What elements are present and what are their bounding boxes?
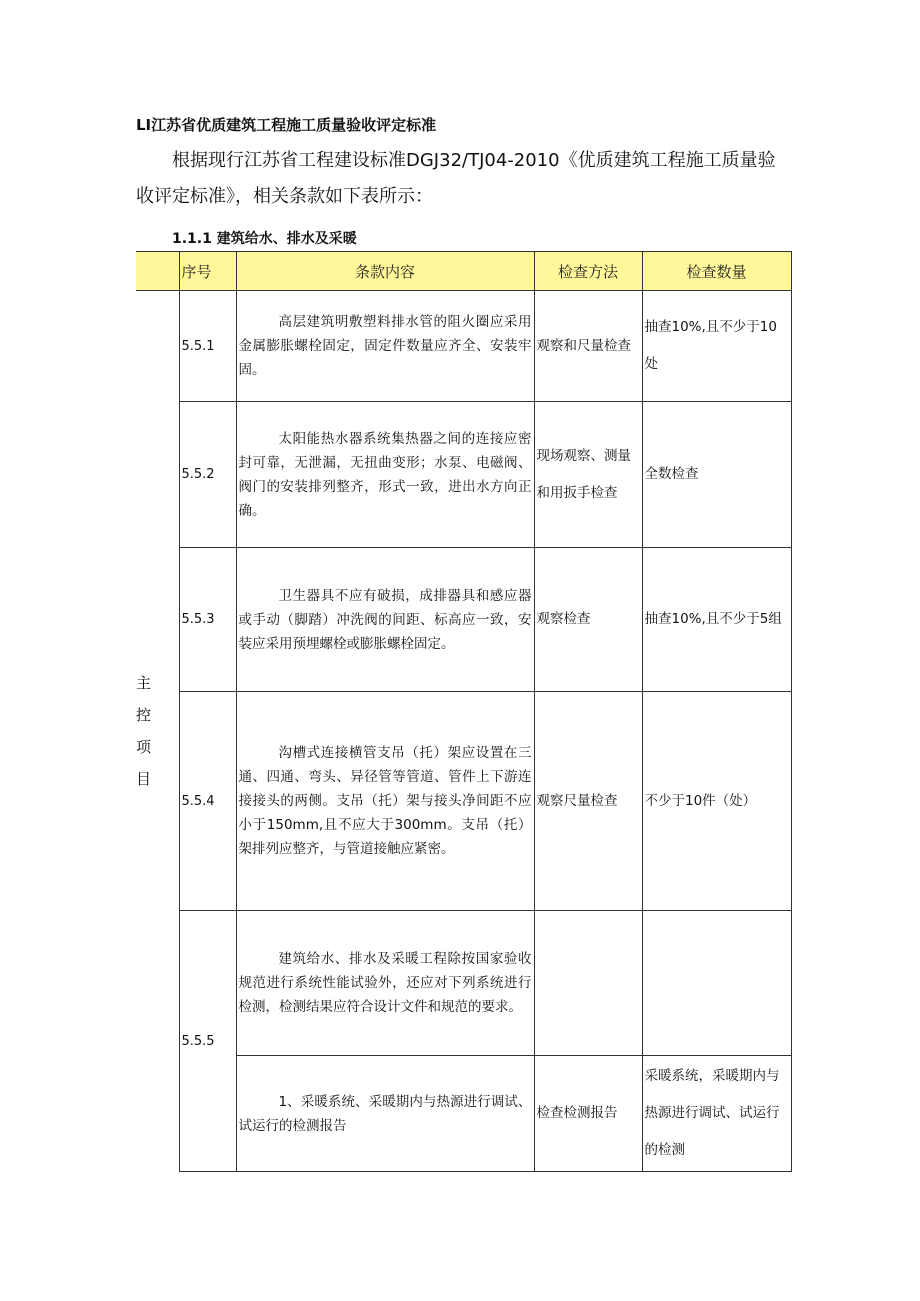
method-cell: 检查检测报告 xyxy=(534,1056,642,1172)
content-cell: 卫生器具不应有破损，成排器具和感应器或手动（脚踏）冲洗阀的间距、标高应一致，安装应采用预埋螺栓或膨胀螺栓固定。 xyxy=(236,548,534,692)
subsection-heading: 1.1.1 建筑给水、排水及采暖 xyxy=(172,231,357,247)
seq-cell: 5.5.1 xyxy=(179,291,236,402)
table-header-row xyxy=(136,252,791,291)
seq-cell: 5.5.2 xyxy=(179,402,236,548)
header-seq: 序号 xyxy=(179,252,236,291)
header-qty: 检查数量 xyxy=(642,252,791,291)
header-content: 条款内容 xyxy=(236,252,534,291)
content-cell: 高层建筑明敷塑料排水管的阻火圈应采用金属膨胀螺栓固定，固定件数量应齐全、安装牢固。 xyxy=(236,291,534,402)
qty-cell: 抽查10%,且不少于10处 xyxy=(642,291,791,402)
category-cell xyxy=(136,291,179,1172)
qty-cell: 采暖系统，采暖期内与热源进行调试、试运行的检测 xyxy=(642,1056,791,1172)
qty-cell xyxy=(642,911,791,1056)
method-cell: 观察检查 xyxy=(534,548,642,692)
seq-cell: 5.5.3 xyxy=(179,548,236,692)
content-cell: 太阳能热水器系统集热器之间的连接应密封可靠，无泄漏，无扭曲变形；水泵、电磁阀、阀门的安装排列整齐，形式一致，进出水方向正确。 xyxy=(236,402,534,548)
method-cell: 现场观察、测量和用扳手检查 xyxy=(534,402,642,548)
table-row xyxy=(136,291,791,402)
qty-cell: 全数检查 xyxy=(642,402,791,548)
category-char: 主 xyxy=(136,674,152,693)
intro-paragraph xyxy=(136,143,796,215)
table-row xyxy=(136,548,791,692)
intro-line-2: 收评定标准》，相关条款如下表所示： xyxy=(136,186,433,207)
intro-line-1: 根据现行江苏省工程建设标准DGJ32/TJ04-2010《优质建筑工程施工质量验 xyxy=(172,150,776,171)
method-cell xyxy=(534,911,642,1056)
seq-cell: 5.5.4 xyxy=(179,692,236,911)
method-cell: 观察和尺量检查 xyxy=(534,291,642,402)
table-row xyxy=(136,402,791,548)
category-char: 目 xyxy=(136,770,152,789)
content-cell: 建筑给水、排水及采暖工程除按国家验收规范进行系统性能试验外，还应对下列系统进行检测，检测结果应符合设计文件和规范的要求。 xyxy=(236,911,534,1056)
content-cell: 1、采暖系统、采暖期内与热源进行调试、试运行的检测报告 xyxy=(236,1056,534,1172)
method-cell: 观察尺量检查 xyxy=(534,692,642,911)
content-cell: 沟槽式连接横管支吊（托）架应设置在三通、四通、弯头、异径管等管道、管件上下游连接接头的两侧。支吊（托）架与接头净间距不应小于150mm,且不应大于300mm。支吊（托）架排列应整齐，与管道接触应紧密。 xyxy=(236,692,534,911)
category-char: 控项 xyxy=(136,706,152,757)
seq-cell: 5.5.5 xyxy=(179,911,236,1172)
inspection-table xyxy=(136,251,792,1172)
section-heading: LI江苏省优质建筑工程施工质量验收评定标准 xyxy=(136,116,437,134)
table-row xyxy=(136,911,791,1056)
qty-cell: 抽查10%,且不少于5组 xyxy=(642,548,791,692)
header-method: 检查方法 xyxy=(534,252,642,291)
header-category xyxy=(136,252,179,291)
qty-cell: 不少于10件（处） xyxy=(642,692,791,911)
table-row xyxy=(136,692,791,911)
